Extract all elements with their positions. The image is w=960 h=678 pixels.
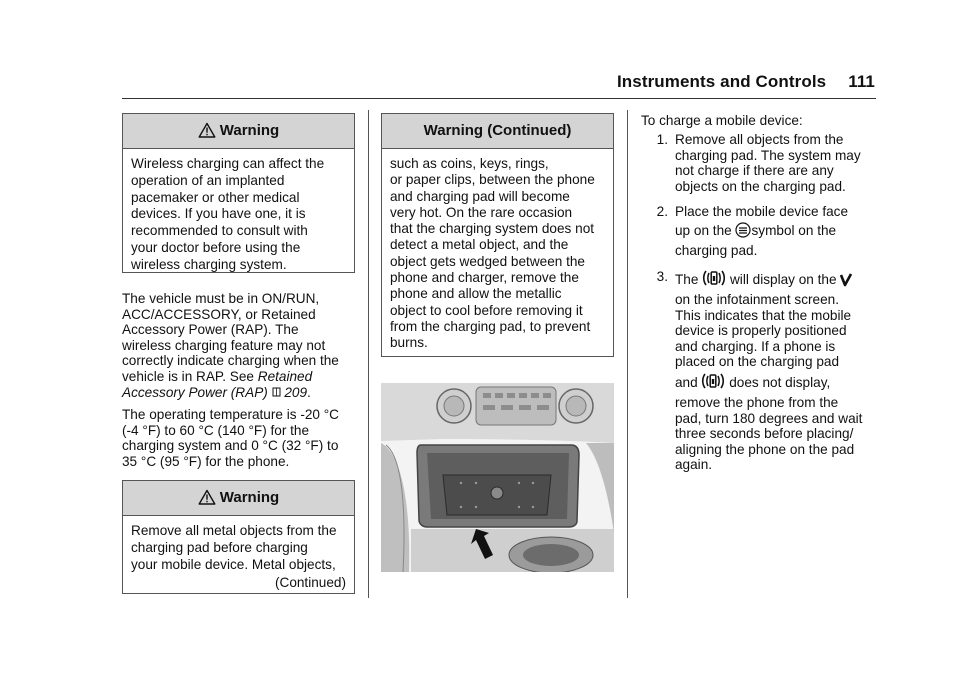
warning-box-metal	[122, 480, 355, 594]
step-number: 2.	[656, 204, 668, 219]
warning-title: Warning (Continued)	[423, 122, 572, 139]
warning-line: object gets wedged between the	[390, 253, 585, 269]
warning-title: Warning	[219, 489, 280, 506]
page-number: 111	[848, 72, 875, 91]
xref-link[interactable]: Accessory Power (RAP)	[122, 384, 268, 400]
warning-line: and charging pad will become	[390, 188, 570, 204]
column-divider-2	[627, 110, 628, 598]
warning-line: recommended to consult with	[131, 223, 308, 239]
text-line: This indicates that the mobile	[675, 307, 852, 323]
warning-line: that the charging system does not	[390, 221, 595, 237]
text-line: Accessory Power (RAP). The	[122, 322, 299, 338]
warning-line: object to cool before removing it	[390, 302, 583, 318]
text-line: remove the phone from the	[675, 395, 839, 410]
warning-line: burns.	[390, 335, 428, 351]
temperature-paragraph	[122, 407, 362, 469]
list-item	[641, 204, 881, 259]
text-line: objects on the charging pad.	[675, 178, 846, 194]
text-line: three seconds before placing/	[675, 426, 854, 441]
warning-line: operation of an implanted	[131, 172, 285, 188]
warning-line: wireless charging system.	[131, 256, 287, 272]
warning-line: such as coins, keys, rings,	[390, 156, 549, 171]
warning-box-continued	[381, 113, 614, 357]
text-line: The vehicle must be in ON/RUN,	[122, 291, 320, 306]
phone-wireless-icon	[702, 269, 726, 291]
charging-pad-icon	[735, 222, 751, 242]
text-line: ACC/ACCESSORY, or Retained	[122, 306, 316, 322]
page-header	[560, 72, 875, 92]
text-line: vehicle is in RAP. See	[122, 368, 258, 384]
warning-line: your doctor before using the	[131, 239, 301, 255]
warning-body	[123, 516, 354, 592]
column-divider-1	[368, 110, 369, 598]
warning-header	[382, 114, 613, 149]
warning-header	[123, 481, 354, 516]
text-line: will display on the	[726, 271, 841, 287]
text-line: charging pad.	[675, 243, 758, 258]
text-line: placed on the charging pad	[675, 354, 840, 369]
warning-title: Warning	[219, 122, 280, 139]
text-line: The	[675, 271, 703, 287]
steps-list	[641, 132, 881, 483]
warning-line: your mobile device. Metal objects,	[131, 556, 336, 572]
book-icon	[272, 388, 281, 400]
text-line: wireless charging feature may not	[122, 337, 326, 353]
text-line: on the infotainment screen.	[675, 292, 839, 307]
list-item	[641, 132, 881, 194]
warning-header	[123, 114, 354, 149]
warning-line: Wireless charging can affect the	[131, 156, 325, 171]
warning-triangle-icon	[198, 117, 216, 151]
text-line: correctly indicate charging when the	[122, 353, 339, 369]
rap-paragraph	[122, 291, 362, 402]
warning-line: phone and allow the metallic	[390, 286, 562, 302]
warning-line: pacemaker or other medical	[131, 189, 300, 205]
text-line: again.	[675, 457, 713, 472]
xref-link[interactable]: Retained	[257, 368, 313, 384]
step-number: 1.	[656, 132, 668, 147]
continued-label: (Continued)	[274, 575, 346, 591]
text-line: aligning the phone on the pad	[675, 441, 855, 457]
text-line: (-4 °F) to 60 °C (140 °F) for the	[122, 422, 310, 438]
text-line: does not display,	[725, 374, 831, 390]
warning-line: from the charging pad, to prevent	[390, 318, 591, 334]
text-line: device is properly positioned	[675, 323, 847, 338]
charging-pad-illustration	[381, 383, 614, 572]
text-line: and charging. If a phone is	[675, 338, 836, 354]
warning-triangle-icon	[198, 484, 216, 518]
text-line: not charge if there are any	[675, 163, 834, 178]
section-title: Instruments and Controls	[616, 72, 827, 91]
text-line: 35 °C (95 °F) for the phone.	[122, 453, 290, 469]
text-line: up on the	[675, 222, 736, 238]
warning-line: very hot. On the rare occasion	[390, 204, 573, 220]
warning-line: phone and charger, remove the	[390, 270, 579, 286]
steps-intro: To charge a mobile device:	[641, 113, 803, 128]
text-line: symbol on the	[751, 222, 837, 238]
warning-line: Remove all metal objects from the	[131, 523, 337, 538]
warning-line: devices. If you have one, it is	[131, 206, 306, 222]
step-number: 3.	[656, 268, 668, 284]
home-v-icon	[840, 273, 852, 291]
warning-line: or paper clips, between the phone	[390, 172, 595, 188]
warning-body	[123, 149, 354, 274]
text-line: charging system and 0 °C (32 °F) to	[122, 438, 339, 454]
text-line: charging pad. The system may	[675, 147, 861, 163]
text-line: Remove all objects from the	[675, 132, 844, 147]
header-rule	[122, 98, 876, 99]
warning-line: detect a metal object, and the	[390, 237, 569, 253]
warning-line: charging pad before charging	[131, 539, 308, 555]
warning-body	[382, 149, 613, 352]
list-item	[641, 269, 881, 473]
xref-page[interactable]: 209	[284, 384, 308, 400]
phone-wireless-icon	[701, 372, 725, 394]
text-line: The operating temperature is -20 °C	[122, 407, 340, 422]
text-punct: .	[307, 384, 311, 400]
warning-box-pacemaker	[122, 113, 355, 273]
text-line: and	[675, 374, 702, 390]
text-line: pad, turn 180 degrees and wait	[675, 410, 863, 426]
text-line: Place the mobile device face	[675, 204, 849, 219]
